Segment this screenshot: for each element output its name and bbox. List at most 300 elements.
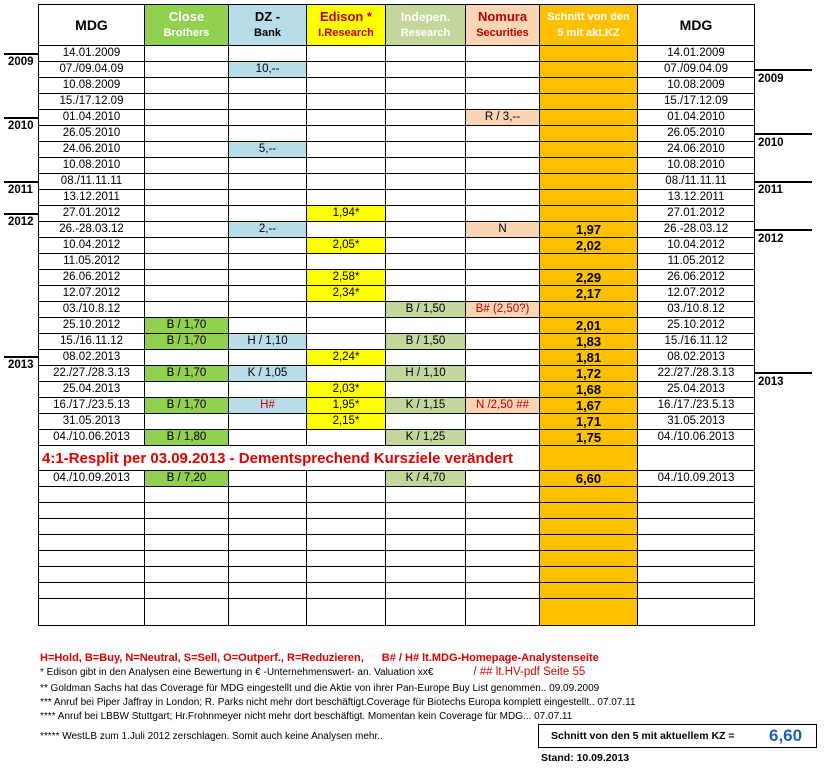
dz-bank-cell — [229, 94, 307, 110]
date-right-cell: 08./11.11.11 — [638, 174, 755, 190]
close-brothers-cell — [145, 599, 229, 626]
edison-cell — [307, 503, 386, 519]
close-brothers-cell: B / 7,20 — [145, 471, 229, 487]
header-mdg-right: MDG — [638, 5, 755, 46]
table-row — [39, 46, 755, 62]
close-brothers-cell — [145, 110, 229, 126]
average-cell — [540, 551, 638, 567]
empty-row — [39, 567, 755, 583]
average-cell: 2,17 — [540, 286, 638, 302]
edison-cell — [307, 94, 386, 110]
average-cell: 1,67 — [540, 398, 638, 414]
table-row — [39, 382, 755, 398]
table-row — [39, 318, 755, 334]
average-cell — [540, 126, 638, 142]
average-cell: 1,71 — [540, 414, 638, 430]
close-brothers-cell — [145, 503, 229, 519]
edison-cell — [307, 519, 386, 535]
date-right-cell — [638, 599, 755, 626]
dz-bank-cell — [229, 567, 307, 583]
date-cell: 26.06.2012 — [39, 270, 145, 286]
close-brothers-cell — [145, 174, 229, 190]
date-cell: 25.10.2012 — [39, 318, 145, 334]
edison-cell — [307, 222, 386, 238]
table-row — [39, 350, 755, 366]
dz-bank-cell — [229, 430, 307, 446]
dz-bank-cell — [229, 206, 307, 222]
close-brothers-cell — [145, 350, 229, 366]
close-brothers-cell: B / 1,70 — [145, 398, 229, 414]
table-row — [39, 190, 755, 206]
table-row — [39, 110, 755, 126]
table-row — [39, 366, 755, 382]
date-cell — [39, 551, 145, 567]
close-brothers-cell — [145, 62, 229, 78]
date-cell: 11.05.2012 — [39, 254, 145, 270]
nomura-cell — [466, 174, 540, 190]
edison-cell — [307, 366, 386, 382]
date-right-cell: 27.01.2012 — [638, 206, 755, 222]
dz-bank-cell: H# — [229, 398, 307, 414]
date-cell: 15./17.12.09 — [39, 94, 145, 110]
year-label: 2013 — [8, 359, 34, 371]
edison-cell — [307, 126, 386, 142]
indep-research-cell: B / 1,50 — [386, 302, 466, 318]
close-brothers-cell — [145, 254, 229, 270]
date-right-cell — [638, 446, 755, 471]
edison-cell — [307, 158, 386, 174]
average-cell: 2,01 — [540, 318, 638, 334]
empty-row — [39, 535, 755, 551]
close-brothers-cell — [145, 583, 229, 599]
dz-bank-cell — [229, 238, 307, 254]
close-brothers-cell: B / 1,70 — [145, 334, 229, 350]
nomura-cell: N /2,50 ## — [466, 398, 540, 414]
date-right-cell: 26.05.2010 — [638, 126, 755, 142]
average-cell: 1,72 — [540, 366, 638, 382]
year-label: 2011 — [758, 184, 783, 196]
indep-research-cell — [386, 519, 466, 535]
close-brothers-cell — [145, 206, 229, 222]
date-right-cell: 16./17./23.5.13 — [638, 398, 755, 414]
close-brothers-cell — [145, 567, 229, 583]
date-right-cell: 04./10.09.2013 — [638, 471, 755, 487]
table-row — [39, 238, 755, 254]
header-nomura: Nomura Securities — [466, 5, 540, 46]
edison-cell — [307, 471, 386, 487]
date-cell — [39, 535, 145, 551]
edison-cell: 2,05* — [307, 238, 386, 254]
close-brothers-cell — [145, 382, 229, 398]
edison-cell: 1,94* — [307, 206, 386, 222]
date-cell — [39, 487, 145, 503]
date-cell: 13.12.2011 — [39, 190, 145, 206]
table-row — [39, 126, 755, 142]
date-right-cell: 08.02.2013 — [638, 350, 755, 366]
nomura-cell — [466, 190, 540, 206]
table-row — [39, 471, 755, 487]
edison-cell — [307, 551, 386, 567]
indep-research-cell: B / 1,50 — [386, 334, 466, 350]
nomura-cell — [466, 286, 540, 302]
indep-research-cell — [386, 94, 466, 110]
footnote-piper: *** Anruf bei Piper Jaffray in London; R. Parks nicht mehr dort beschäftigt.Coverage für Biotechs Europa komplett eingestellt.. 07.07.11 — [40, 697, 636, 708]
resplit-row — [39, 446, 755, 471]
year-label: 2011 — [8, 184, 33, 196]
average-cell — [540, 583, 638, 599]
average-cell: 6,60 — [540, 471, 638, 487]
date-right-cell — [638, 583, 755, 599]
average-cell — [540, 46, 638, 62]
year-separator — [4, 181, 38, 183]
close-brothers-cell — [145, 414, 229, 430]
dz-bank-cell — [229, 471, 307, 487]
average-cell: 2,29 — [540, 270, 638, 286]
average-cell: 1,81 — [540, 350, 638, 366]
average-cell: 1,83 — [540, 334, 638, 350]
date-right-cell: 31.05.2013 — [638, 414, 755, 430]
year-separator — [4, 117, 38, 119]
date-cell — [39, 519, 145, 535]
analyst-table — [38, 4, 755, 626]
date-right-cell: 10.08.2009 — [638, 78, 755, 94]
dz-bank-cell — [229, 487, 307, 503]
year-label: 2010 — [758, 137, 784, 149]
table-row — [39, 286, 755, 302]
dz-bank-cell — [229, 583, 307, 599]
nomura-cell — [466, 94, 540, 110]
year-separator — [4, 53, 38, 55]
date-right-cell — [638, 503, 755, 519]
indep-research-cell — [386, 46, 466, 62]
date-right-cell — [638, 551, 755, 567]
stand-date: Stand: 10.09.2013 — [541, 752, 630, 764]
dz-bank-cell — [229, 382, 307, 398]
edison-cell — [307, 583, 386, 599]
indep-research-cell — [386, 174, 466, 190]
nomura-cell — [466, 382, 540, 398]
average-cell — [540, 62, 638, 78]
average-cell — [540, 110, 638, 126]
edison-cell: 2,34* — [307, 286, 386, 302]
average-cell — [540, 174, 638, 190]
dz-bank-cell — [229, 519, 307, 535]
date-right-cell: 24.06.2010 — [638, 142, 755, 158]
indep-research-cell — [386, 62, 466, 78]
header-mdg-left: MDG — [39, 5, 145, 46]
date-cell: 24.06.2010 — [39, 142, 145, 158]
table-row — [39, 222, 755, 238]
nomura-cell — [466, 142, 540, 158]
indep-research-cell — [386, 270, 466, 286]
year-label: 2009 — [8, 56, 34, 68]
date-right-cell — [638, 567, 755, 583]
date-right-cell: 26.06.2012 — [638, 270, 755, 286]
empty-row — [39, 551, 755, 567]
indep-research-cell: K / 1,15 — [386, 398, 466, 414]
year-separator — [754, 133, 812, 135]
table-row — [39, 174, 755, 190]
average-cell — [540, 94, 638, 110]
indep-research-cell — [386, 190, 466, 206]
date-right-cell: 22./27./28.3.13 — [638, 366, 755, 382]
date-right-cell — [638, 487, 755, 503]
nomura-cell — [466, 238, 540, 254]
date-right-cell: 07./09.04.09 — [638, 62, 755, 78]
date-right-cell: 25.10.2012 — [638, 318, 755, 334]
edison-cell — [307, 567, 386, 583]
year-separator — [754, 69, 812, 71]
date-right-cell: 14.01.2009 — [638, 46, 755, 62]
edison-cell — [307, 78, 386, 94]
average-cell — [540, 302, 638, 318]
table-row — [39, 158, 755, 174]
edison-cell — [307, 62, 386, 78]
nomura-cell — [466, 366, 540, 382]
nomura-cell — [466, 599, 540, 626]
date-cell: 26.-28.03.12 — [39, 222, 145, 238]
date-right-cell: 26.-28.03.12 — [638, 222, 755, 238]
header-row — [39, 5, 755, 46]
dz-bank-cell — [229, 551, 307, 567]
table-row — [39, 206, 755, 222]
dz-bank-cell: 10,-- — [229, 62, 307, 78]
summary-label: Schnitt von den 5 mit aktuellem KZ = — [551, 730, 735, 742]
close-brothers-cell: B / 1,70 — [145, 366, 229, 382]
date-right-cell: 15./17.12.09 — [638, 94, 755, 110]
date-cell: 08./11.11.11 — [39, 174, 145, 190]
edison-cell — [307, 142, 386, 158]
dz-bank-cell — [229, 126, 307, 142]
edison-cell — [307, 302, 386, 318]
average-cell — [540, 158, 638, 174]
date-cell: 01.04.2010 — [39, 110, 145, 126]
average-cell — [540, 446, 638, 471]
average-cell — [540, 535, 638, 551]
dz-bank-cell: H / 1,10 — [229, 334, 307, 350]
date-right-cell: 12.07.2012 — [638, 286, 755, 302]
dz-bank-cell — [229, 270, 307, 286]
year-separator — [4, 213, 38, 215]
table-row — [39, 62, 755, 78]
date-cell — [39, 567, 145, 583]
edison-cell — [307, 254, 386, 270]
table-row — [39, 270, 755, 286]
indep-research-cell: K / 1,25 — [386, 430, 466, 446]
dz-bank-cell — [229, 414, 307, 430]
header-edison: Edison * I.Research — [307, 5, 386, 46]
dz-bank-cell — [229, 158, 307, 174]
nomura-cell — [466, 503, 540, 519]
table-row — [39, 334, 755, 350]
date-cell: 07./09.04.09 — [39, 62, 145, 78]
nomura-cell: N — [466, 222, 540, 238]
date-right-cell: 13.12.2011 — [638, 190, 755, 206]
close-brothers-cell — [145, 286, 229, 302]
nomura-cell — [466, 254, 540, 270]
indep-research-cell — [386, 567, 466, 583]
year-label: 2010 — [8, 120, 34, 132]
year-label: 2013 — [758, 376, 784, 388]
nomura-cell — [466, 318, 540, 334]
year-separator — [754, 372, 812, 374]
dz-bank-cell — [229, 110, 307, 126]
table-row — [39, 254, 755, 270]
date-right-cell: 11.05.2012 — [638, 254, 755, 270]
close-brothers-cell — [145, 551, 229, 567]
indep-research-cell — [386, 78, 466, 94]
date-cell: 26.05.2010 — [39, 126, 145, 142]
date-cell: 04./10.09.2013 — [39, 471, 145, 487]
edison-cell — [307, 334, 386, 350]
close-brothers-cell: B / 1,70 — [145, 318, 229, 334]
nomura-cell — [466, 206, 540, 222]
indep-research-cell — [386, 126, 466, 142]
edison-cell — [307, 174, 386, 190]
dz-bank-cell — [229, 350, 307, 366]
dz-bank-cell — [229, 78, 307, 94]
footnote-edison: * Edison gibt in den Analysen eine Bewertung in € -Unternehmenswert- an. Valuation xx€ / ## lt.HV-pdf Seite 55 — [40, 666, 586, 678]
table-row — [39, 78, 755, 94]
nomura-cell — [466, 158, 540, 174]
table-row — [39, 94, 755, 110]
indep-research-cell — [386, 583, 466, 599]
nomura-cell — [466, 62, 540, 78]
empty-row — [39, 599, 755, 626]
date-cell: 10.04.2012 — [39, 238, 145, 254]
summary-box — [538, 724, 817, 748]
average-cell — [540, 519, 638, 535]
year-label: 2012 — [8, 216, 34, 228]
dz-bank-cell — [229, 254, 307, 270]
average-cell — [540, 567, 638, 583]
nomura-cell — [466, 567, 540, 583]
indep-research-cell — [386, 551, 466, 567]
table-row — [39, 414, 755, 430]
indep-research-cell — [386, 487, 466, 503]
indep-research-cell — [386, 254, 466, 270]
date-right-cell: 15./16.11.12 — [638, 334, 755, 350]
year-label: 2012 — [758, 233, 784, 245]
nomura-cell — [466, 126, 540, 142]
close-brothers-cell: B / 1,80 — [145, 430, 229, 446]
average-cell — [540, 503, 638, 519]
edison-cell: 1,95* — [307, 398, 386, 414]
date-cell: 03./10.8.12 — [39, 302, 145, 318]
edison-cell — [307, 46, 386, 62]
footnote-westlb: ***** WestLB zum 1.Juli 2012 zerschlagen. Somit auch keine Analysen mehr.. — [40, 731, 383, 742]
year-label: 2009 — [758, 73, 784, 85]
close-brothers-cell — [145, 46, 229, 62]
edison-cell — [307, 487, 386, 503]
close-brothers-cell — [145, 270, 229, 286]
nomura-cell — [466, 78, 540, 94]
table-row — [39, 430, 755, 446]
nomura-cell: R / 3,-- — [466, 110, 540, 126]
table-row — [39, 302, 755, 318]
date-right-cell: 10.04.2012 — [638, 238, 755, 254]
average-cell — [540, 206, 638, 222]
date-cell: 15./16.11.12 — [39, 334, 145, 350]
date-right-cell: 01.04.2010 — [638, 110, 755, 126]
nomura-cell — [466, 551, 540, 567]
dz-bank-cell: K / 1,05 — [229, 366, 307, 382]
date-cell: 10.08.2010 — [39, 158, 145, 174]
date-right-cell: 10.08.2010 — [638, 158, 755, 174]
edison-cell: 2,24* — [307, 350, 386, 366]
indep-research-cell — [386, 535, 466, 551]
nomura-cell: B# (2,50?) — [466, 302, 540, 318]
average-cell — [540, 487, 638, 503]
date-cell — [39, 599, 145, 626]
average-cell: 1,75 — [540, 430, 638, 446]
date-cell: 16./17./23.5.13 — [39, 398, 145, 414]
header-independent-research: Indepen. Research — [386, 5, 466, 46]
empty-row — [39, 519, 755, 535]
year-separator — [754, 229, 812, 231]
indep-research-cell: H / 1,10 — [386, 366, 466, 382]
edison-cell — [307, 190, 386, 206]
dz-bank-cell — [229, 46, 307, 62]
dz-bank-cell: 2,-- — [229, 222, 307, 238]
date-right-cell — [638, 535, 755, 551]
indep-research-cell — [386, 382, 466, 398]
header-average: Schnitt von den 5 mit akt.KZ — [540, 5, 638, 46]
indep-research-cell — [386, 158, 466, 174]
edison-cell — [307, 599, 386, 626]
table-row — [39, 142, 755, 158]
date-cell: 27.01.2012 — [39, 206, 145, 222]
close-brothers-cell — [145, 78, 229, 94]
average-cell — [540, 254, 638, 270]
nomura-cell — [466, 430, 540, 446]
date-cell: 08.02.2013 — [39, 350, 145, 366]
year-separator — [754, 181, 812, 183]
close-brothers-cell — [145, 487, 229, 503]
close-brothers-cell — [145, 190, 229, 206]
date-cell: 14.01.2009 — [39, 46, 145, 62]
dz-bank-cell — [229, 535, 307, 551]
date-right-cell: 03./10.8.12 — [638, 302, 755, 318]
empty-row — [39, 503, 755, 519]
edison-cell — [307, 535, 386, 551]
dz-bank-cell — [229, 599, 307, 626]
dz-bank-cell — [229, 318, 307, 334]
indep-research-cell — [386, 318, 466, 334]
edison-cell — [307, 110, 386, 126]
nomura-cell — [466, 350, 540, 366]
edison-cell: 2,03* — [307, 382, 386, 398]
footnote-lbbw: **** Anruf bei LBBW Stuttgart; Hr.Frohnmeyer nicht mehr dort beschäftigt. Momentan kein Coverage für MDG... 07.07.11 — [40, 711, 573, 722]
indep-research-cell: K / 4,70 — [386, 471, 466, 487]
date-cell — [39, 503, 145, 519]
edison-cell — [307, 318, 386, 334]
nomura-cell — [466, 487, 540, 503]
average-cell — [540, 142, 638, 158]
close-brothers-cell — [145, 142, 229, 158]
date-cell: 31.05.2013 — [39, 414, 145, 430]
edison-cell: 2,58* — [307, 270, 386, 286]
indep-research-cell — [386, 286, 466, 302]
dz-bank-cell — [229, 174, 307, 190]
close-brothers-cell — [145, 302, 229, 318]
dz-bank-cell — [229, 286, 307, 302]
close-brothers-cell — [145, 222, 229, 238]
indep-research-cell — [386, 142, 466, 158]
dz-bank-cell — [229, 190, 307, 206]
date-cell: 10.08.2009 — [39, 78, 145, 94]
indep-research-cell — [386, 222, 466, 238]
